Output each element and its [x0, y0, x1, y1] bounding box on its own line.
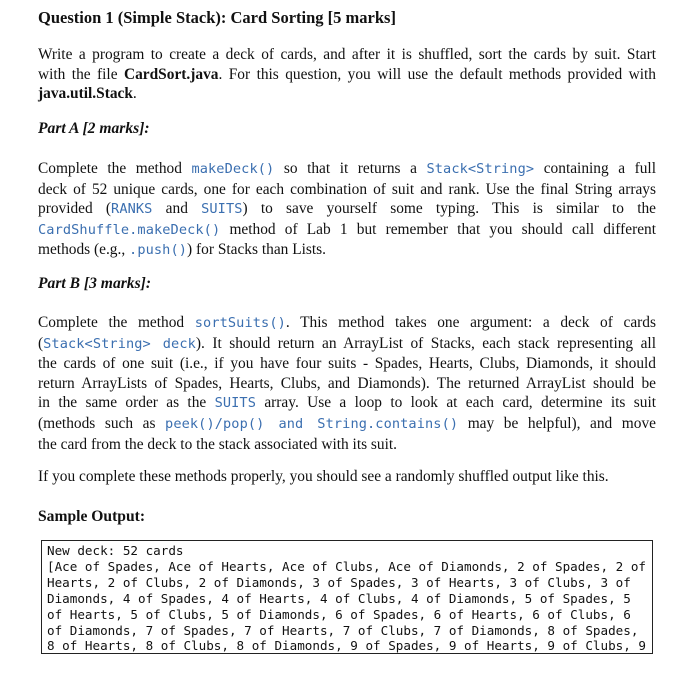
- text-run: (methods such as: [38, 414, 166, 432]
- text-run: ) for Stacks than Lists.: [187, 241, 326, 259]
- text-run: in the same order as the: [38, 394, 215, 412]
- code-sortsuits: sortSuits(): [194, 315, 286, 331]
- text-run: provided (: [38, 200, 112, 218]
- part-a-line: [38, 159, 656, 180]
- closing-paragraph: [38, 467, 656, 487]
- part-a-line: deck of 52 unique cards, one for each combination of suit and rank. Use the final String arrays: [38, 180, 656, 198]
- intro-paragraph: [38, 45, 656, 104]
- intro-line: [38, 65, 656, 85]
- output-line: [Ace of Spades, Ace of Hearts, Ace of Clubs, Ace of Diamonds, 2 of Spades, 2 of: [47, 558, 646, 574]
- part-a-line: [38, 240, 656, 261]
- code-push: .push(): [129, 242, 188, 259]
- output-line: of Hearts, 5 of Clubs, 5 of Diamonds, 6 of Spades, 6 of Hearts, 6 of Clubs, 6: [47, 606, 631, 622]
- sample-output-heading: Sample Output:: [38, 508, 146, 525]
- closing-line: If you complete these methods properly, you should see a randomly shuffled output like this.: [38, 468, 609, 485]
- part-b-paragraph: [38, 313, 656, 454]
- part-b-line: [38, 334, 656, 355]
- part-b-line: the card from the deck to the stack associated with its suit.: [38, 435, 398, 453]
- code-suits: SUITS: [201, 201, 243, 218]
- filename: CardSort.java: [123, 65, 219, 83]
- output-line: 8 of Hearts, 8 of Clubs, 8 of Diamonds, 9 of Spades, 9 of Hearts, 9 of Clubs, 9: [47, 638, 646, 654]
- part-a-line: [38, 220, 656, 241]
- text-run: Complete the method: [38, 160, 192, 177]
- part-a-heading: Part A [2 marks]:: [38, 120, 150, 137]
- code-suits: SUITS: [214, 395, 256, 412]
- code-cardshuffle-makedeck: CardShuffle.makeDeck(): [38, 221, 221, 238]
- output-line: Hearts, 2 of Clubs, 2 of Diamonds, 3 of Spades, 3 of Hearts, 3 of Clubs, 3 of: [47, 574, 631, 590]
- sample-output-box: [41, 540, 653, 654]
- code-ranks: RANKS: [111, 201, 153, 218]
- code-stack-string: Stack<String>: [426, 161, 535, 177]
- text-run: and: [152, 200, 202, 218]
- text-run: .: [132, 85, 137, 103]
- part-b-line: return ArrayLists of Spades, Hearts, Clubs, and Diamonds). The returned ArrayList should be: [38, 374, 656, 392]
- text-run: . For this question, you will use the default methods provided with: [218, 65, 657, 83]
- output-line: New deck: 52 cards: [47, 543, 184, 558]
- package-name: java.util.Stack: [38, 85, 133, 103]
- text-run: method of Lab 1 but remember that you should call different: [220, 220, 656, 238]
- code-makedeck: makeDeck(): [191, 161, 275, 177]
- question-title: Question 1 (Simple Stack): Card Sorting [5 marks]: [38, 8, 396, 27]
- text-run: Complete the method: [38, 314, 195, 331]
- text-run: ) to save yourself some typing. This is similar to the: [242, 200, 657, 218]
- part-b-heading: Part B [3 marks]:: [38, 275, 152, 292]
- output-line: Diamonds, 4 of Spades, 4 of Hearts, 4 of Clubs, 4 of Diamonds, 5 of Spades, 5: [47, 590, 631, 606]
- text-run: with the file: [38, 65, 124, 83]
- part-b-line: [38, 414, 656, 435]
- text-run: ). It should return an ArrayList of Stacks, each stack representing all: [195, 334, 656, 352]
- text-run: so that it returns a: [274, 160, 427, 177]
- part-a-paragraph: [38, 159, 656, 261]
- code-stack-deck: Stack<String> deck: [43, 335, 196, 352]
- part-b-line: [38, 393, 656, 414]
- intro-line: [38, 84, 656, 104]
- text-run: containing a full: [534, 160, 656, 177]
- part-a-line: [38, 199, 656, 220]
- text-run: array. Use a loop to look at each card, determine its suit: [256, 394, 657, 412]
- text-run: may be helpful), and move: [458, 414, 656, 432]
- text-run: methods (e.g.,: [38, 241, 130, 259]
- part-b-line: the cards of one suit (i.e., if you have four suits - Spades, Hearts, Clubs, Diamonds, it should: [38, 355, 656, 373]
- intro-line: Write a program to create a deck of cards, and after it is shuffled, sort the cards by suit. Start: [38, 46, 656, 63]
- code-peek-pop-contains: peek()/pop() and String.contains(): [165, 415, 459, 432]
- output-line: of Diamonds, 7 of Spades, 7 of Hearts, 7 of Clubs, 7 of Diamonds, 8 of Spades,: [47, 622, 639, 638]
- text-run: (: [38, 334, 44, 352]
- text-run: . This method takes one argument: a deck of cards: [285, 314, 656, 331]
- part-b-line: [38, 313, 656, 334]
